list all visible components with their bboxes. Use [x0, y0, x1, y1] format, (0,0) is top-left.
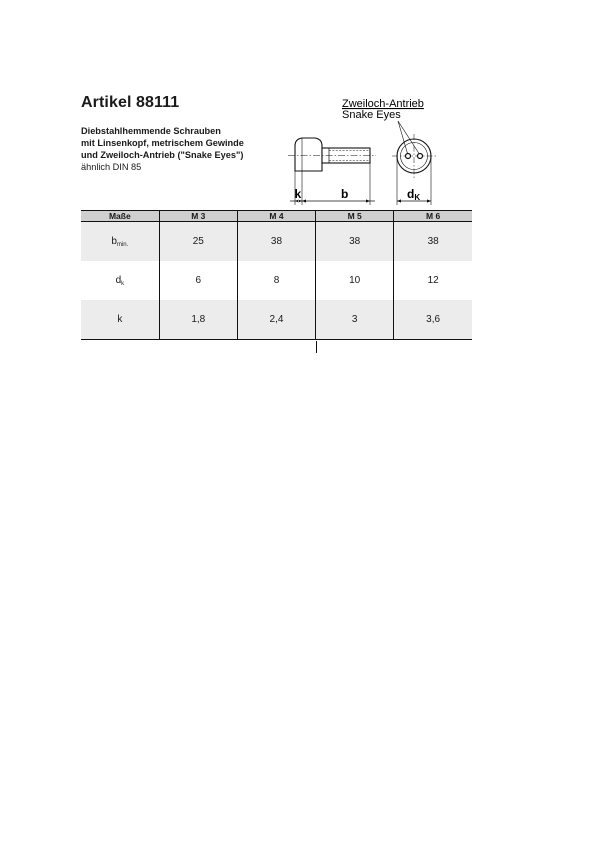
screw-technical-drawing [280, 94, 440, 208]
table-cell: 6 [159, 261, 237, 300]
table-cell: 3,6 [394, 300, 472, 340]
table-row [81, 222, 472, 262]
table-cell: 10 [316, 261, 394, 300]
table-cell: 2,4 [237, 300, 315, 340]
dimensions-table [81, 210, 472, 340]
column-header-m6: M 6 [394, 211, 472, 222]
description-standard: ähnlich DIN 85 [81, 162, 142, 172]
head-top-view-outer [397, 139, 431, 173]
dimension-label-dk: dK [407, 187, 421, 202]
table-divider-tick [316, 341, 317, 353]
table-cell: 38 [316, 222, 394, 262]
drive-hole-right [418, 154, 423, 159]
table-cell: 25 [159, 222, 237, 262]
description-line-2: mit Linsenkopf, metrischem Gewinde [81, 138, 244, 148]
column-header-masse: Maße [81, 211, 159, 222]
table-header-row [81, 211, 472, 222]
column-header-m3: M 3 [159, 211, 237, 222]
row-label-dk: $d_k$ [115, 274, 125, 287]
table-row [81, 261, 472, 300]
row-label-k: k [81, 300, 159, 340]
description-line-1: Diebstahlhemmende Schrauben [81, 126, 221, 136]
table-row [81, 300, 472, 340]
table-cell: 1,8 [159, 300, 237, 340]
row-label-b-min: $b_{min.}$ [81, 222, 159, 262]
drive-label-line1: Zweiloch-Antrieb [342, 98, 424, 110]
screw-head-outline [295, 138, 322, 171]
table-cell: 38 [394, 222, 472, 262]
drive-hole-left [406, 154, 411, 159]
column-header-m5: M 5 [316, 211, 394, 222]
description-line-3: und Zweiloch-Antrieb ("Snake Eyes") [81, 150, 244, 160]
column-header-m4: M 4 [237, 211, 315, 222]
table-cell: 12 [394, 261, 472, 300]
table-cell: 3 [316, 300, 394, 340]
article-title: Artikel 88111 [81, 94, 180, 111]
drive-label-line2: Snake Eyes [342, 109, 401, 121]
dimension-label-b: b [341, 187, 349, 201]
table-cell: 8 [237, 261, 315, 300]
article-description [81, 125, 244, 173]
table-cell: 38 [237, 222, 315, 262]
dimension-label-k: k [294, 187, 302, 201]
